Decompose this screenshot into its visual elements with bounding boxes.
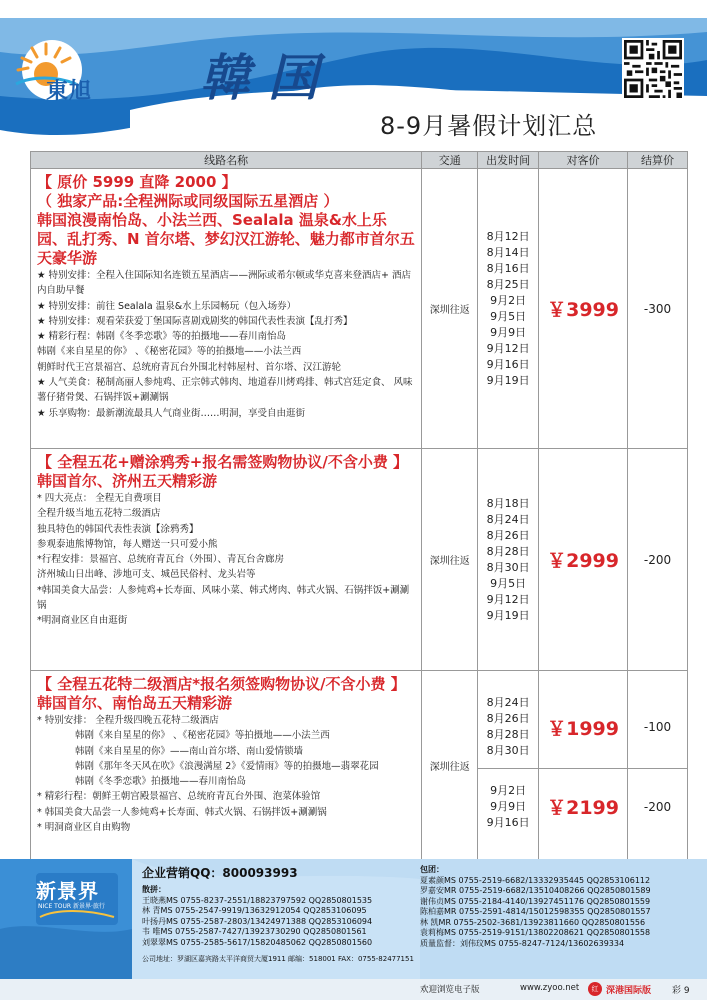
departure-date: 8月16日 — [486, 261, 530, 275]
logo-text: 東旭 — [46, 79, 93, 104]
table-row — [31, 449, 688, 671]
edition-badge: 红 — [588, 982, 602, 996]
settlement-price: -300 — [628, 169, 688, 449]
departure-date: 8月24日 — [486, 512, 530, 526]
contact-line: 袁莉梅MS 0755-2519-9151/13802208621 QQ2850801558 — [420, 928, 651, 937]
route-detail: * 四大亮点： 全程无自费项目 — [37, 493, 162, 504]
departure-dates-cell — [478, 449, 539, 671]
route-detail: ★ 特别安排：前往 Sealala 温泉&水上乐园畅玩（包入场券） — [37, 300, 297, 312]
departure-date: 8月26日 — [486, 712, 530, 725]
route-detail: ★ 乐享购物：最新潮流最具人气商业街……明洞，享受自由逛街 — [37, 407, 306, 419]
departure-date: 9月5日 — [490, 576, 527, 590]
contact-line: 叶扬丹MS 0755-2587-2803/13424971388 QQ2853106094 — [142, 916, 373, 926]
route-detail: * 特别安排： 全程升级四晚五花特二级酒店 — [37, 715, 219, 726]
contact-line: 谢伟贞MS 0755-2184-4140/13927451176 QQ2850801559 — [420, 896, 651, 906]
departure-date: 9月2日 — [490, 293, 527, 307]
departure-date: 9月16日 — [486, 357, 530, 371]
route-detail: *韩国美食大品尝：人参炖鸡+长寿面、风味小菜、韩式烤肉、韩式火锅、石锅拌饭+涮涮锅 — [37, 584, 410, 612]
route-detail: * 明洞商业区自由购物 — [37, 822, 131, 834]
departure-group-september — [478, 769, 538, 845]
destination-title: 韓国 — [200, 48, 336, 107]
route-detail: ★ 特别安排：全程入住国际知名连锁五星酒店——洲际或希尔顿或华克喜来登酒店+ 酒店内自助早餐 — [37, 270, 412, 297]
departure-date: 9月5日 — [490, 309, 527, 323]
settlement-price: -200 — [643, 799, 672, 814]
welcome-text: 欢迎浏览电子版 — [420, 985, 480, 995]
route-detail: 韩剧《冬季恋歌》拍摄地——春川南怡岛 — [75, 776, 247, 788]
settlement-price: -100 — [628, 687, 687, 769]
page-subtitle: 8-9月暑假计划汇总 — [380, 112, 598, 140]
departure-date: 9月19日 — [486, 373, 530, 387]
departure-date: 8月30日 — [486, 744, 530, 757]
route-detail: *行程安排：景福宫、总统府青瓦台（外围）、青瓦台舍廊房 — [37, 554, 285, 566]
contact-line: 质量监督：刘伟玟MS 0755-8247-7124/13602639334 — [420, 938, 625, 948]
departure-date: 8月25日 — [486, 277, 530, 291]
itinerary-table — [30, 151, 688, 861]
nicetour-logo-text: 新景界 — [36, 879, 99, 903]
bottom-bar — [0, 979, 707, 1000]
departure-date: 8月28日 — [486, 544, 530, 558]
traffic-cell: 深圳往返 — [422, 671, 478, 861]
qr-code[interactable] — [622, 38, 684, 100]
departure-date: 8月30日 — [486, 560, 530, 574]
route-detail: 参观泰迪熊博物馆，每人赠送一只可爱小熊 — [37, 538, 218, 550]
col-header-departure: 出发时间 — [478, 152, 539, 169]
col-header-route: 线路名称 — [31, 152, 422, 169]
departure-date: 9月12日 — [486, 341, 530, 355]
route-detail: ★ 人气美食：秘制高丽人参炖鸡、正宗韩式韩肉、地道春川烤鸡排、韩式宫廷定食、 风味薯仔猪骨煲、石锅拌饭+涮涮锅 — [37, 377, 413, 404]
footer-contact-panel — [0, 859, 707, 979]
route-cell — [31, 671, 422, 861]
customer-price: ￥1999 — [539, 687, 627, 769]
route-title-line: 韩国浪漫南怡岛、小法兰西、Sealala 温泉&水上乐园、乱打秀、N 首尔塔、梦幻汉江游轮、魅力都市首尔五天豪华游 — [37, 211, 415, 267]
table-row — [31, 169, 688, 449]
route-title-line: （ 独家产品:全程洲际或同级国际五星酒店 ） — [37, 192, 339, 210]
table-row — [31, 671, 688, 861]
traffic-cell: 深圳往返 — [422, 449, 478, 671]
route-detail: 韩剧《来自星星的你》 、《秘密花园》等的拍摄地——小法兰西 — [37, 346, 302, 358]
route-title-line: 【 原价 5999 直降 2000 】 — [37, 173, 237, 191]
contact-line: 陈柏嘉MR 0755-2591-4814/15012598355 QQ2850801557 — [420, 907, 651, 916]
page-number: 彩 9 — [672, 986, 690, 996]
departure-date: 8月26日 — [486, 528, 530, 542]
departure-date: 9月12日 — [486, 592, 530, 606]
departure-date: 8月28日 — [486, 728, 530, 741]
departure-date: 8月12日 — [486, 229, 530, 243]
header-banner — [0, 0, 707, 148]
col-header-price: 对客价 — [539, 152, 628, 169]
route-detail: 全程升级当地五花特二级酒店 — [37, 508, 161, 520]
route-detail: * 韩国美食大品尝一人参炖鸡+长寿面、韩式火锅、石锅拌饭+涮涮锅 — [37, 806, 327, 818]
route-detail: ★ 精彩行程：韩剧《冬季恋歌》等的拍摄地——春川南怡岛 — [37, 331, 287, 343]
settlement-price: -200 — [628, 449, 688, 671]
route-detail: ★ 特别安排：观看荣获爱丁堡国际喜剧戏剧奖的韩国代表性表演【乱打秀】 — [37, 315, 353, 327]
departure-date: 9月2日 — [490, 783, 527, 797]
contact-line: 林 凯MR 0755-2502-3681/13923811660 QQ2850801556 — [420, 917, 646, 927]
route-detail: * 精彩行程：朝鲜王朝宫殿景福宫、总统府青瓦台外围、泡菜体验馆 — [37, 791, 321, 803]
route-detail: 韩剧《来自星星的你》——南山首尔塔、南山爱情锁墙 — [75, 745, 304, 757]
departure-group-august — [478, 687, 538, 769]
contacts-heading: 包团： — [420, 865, 444, 874]
departure-dates-cell — [478, 169, 539, 449]
group-tour-contacts — [142, 885, 372, 948]
route-cell — [31, 169, 422, 449]
departure-date: 9月19日 — [486, 608, 530, 622]
route-cell — [31, 449, 422, 671]
contact-line: 王晓燕MS 0755-8237-2551/18823797592 QQ2850801535 — [142, 895, 373, 905]
route-title-line: 【 全程五花+赠涂鸦秀+报名需签购物协议/不含小费 】韩国首尔、济州五天精彩游 — [37, 453, 409, 490]
departure-dates-cell — [478, 671, 539, 861]
route-detail: 韩剧《来自星星的你》 、《秘密花园》等拍摄地——小法兰西 — [75, 730, 330, 742]
customer-price-cell — [539, 671, 628, 861]
contact-line: 韦 唯MS 0755-2587-7427/13923730290 QQ2850801561 — [142, 927, 367, 936]
settlement-price-cell — [628, 671, 688, 861]
sales-hotline: 企业营销QQ：800093993 — [142, 866, 298, 880]
nicetour-logo-subtext: NICE TOUR 新景界·旅行 — [38, 903, 105, 910]
route-detail: 济州城山日出峰、涉地可支、城邑民俗村、龙头岩等 — [37, 569, 256, 581]
route-detail: 韩剧《那年冬天风在吹》《浪漫满屋 2》《爱情雨》等的拍摄地—翡翠花园 — [75, 760, 379, 772]
departure-date: 8月18日 — [486, 496, 530, 510]
departure-date: 9月9日 — [490, 325, 527, 339]
customer-price: ￥3999 — [539, 169, 628, 449]
contact-line: 罗嘉安MR 0755-2519-6682/13510408266 QQ2850801589 — [420, 886, 651, 895]
website-link[interactable]: www.zyoo.net — [520, 983, 580, 993]
contacts-heading: 散拼： — [142, 885, 166, 894]
departure-date: 8月14日 — [486, 245, 530, 259]
company-address: 公司地址：罗湖区嘉宾路太平洋商贸大厦1911 邮编：518001 FAX：0755-82477151 — [142, 955, 414, 963]
departure-date: 8月24日 — [486, 696, 530, 709]
departure-date: 9月9日 — [490, 799, 527, 813]
col-header-settlement: 结算价 — [628, 152, 688, 169]
traffic-cell: 深圳往返 — [422, 169, 478, 449]
contact-line: 夏素颜MS 0755-2519-6682/13332935445 QQ2853106112 — [420, 875, 651, 885]
departure-date: 9月16日 — [486, 815, 530, 829]
route-detail: 独具特色的韩国代表性表演【涂鸦秀】 — [37, 523, 199, 535]
route-detail: *明洞商业区自由逛街 — [37, 615, 128, 627]
table-header-row — [31, 152, 688, 169]
route-detail: 朝鲜时代王宫景福宫、总统府青瓦台外围北村韩屋村、首尔塔、汉江游轮 — [37, 361, 342, 373]
contact-line: 刘翠翠MS 0755-2585-5617/15820485062 QQ2850801560 — [142, 937, 373, 947]
customer-price: ￥2999 — [539, 449, 628, 671]
edition-name: 深港国际版 — [606, 986, 652, 996]
charter-tour-contacts — [420, 865, 651, 949]
customer-price: ￥2199 — [547, 797, 619, 819]
route-title-line: 【 全程五花特二级酒店*报名须签购物协议/不含小费 】韩国首尔、南怡岛五天精彩游 — [37, 675, 406, 712]
col-header-traffic: 交通 — [422, 152, 478, 169]
contact-line: 林 青MS 0755-2547-9919/13632912054 QQ2853106095 — [142, 906, 367, 915]
